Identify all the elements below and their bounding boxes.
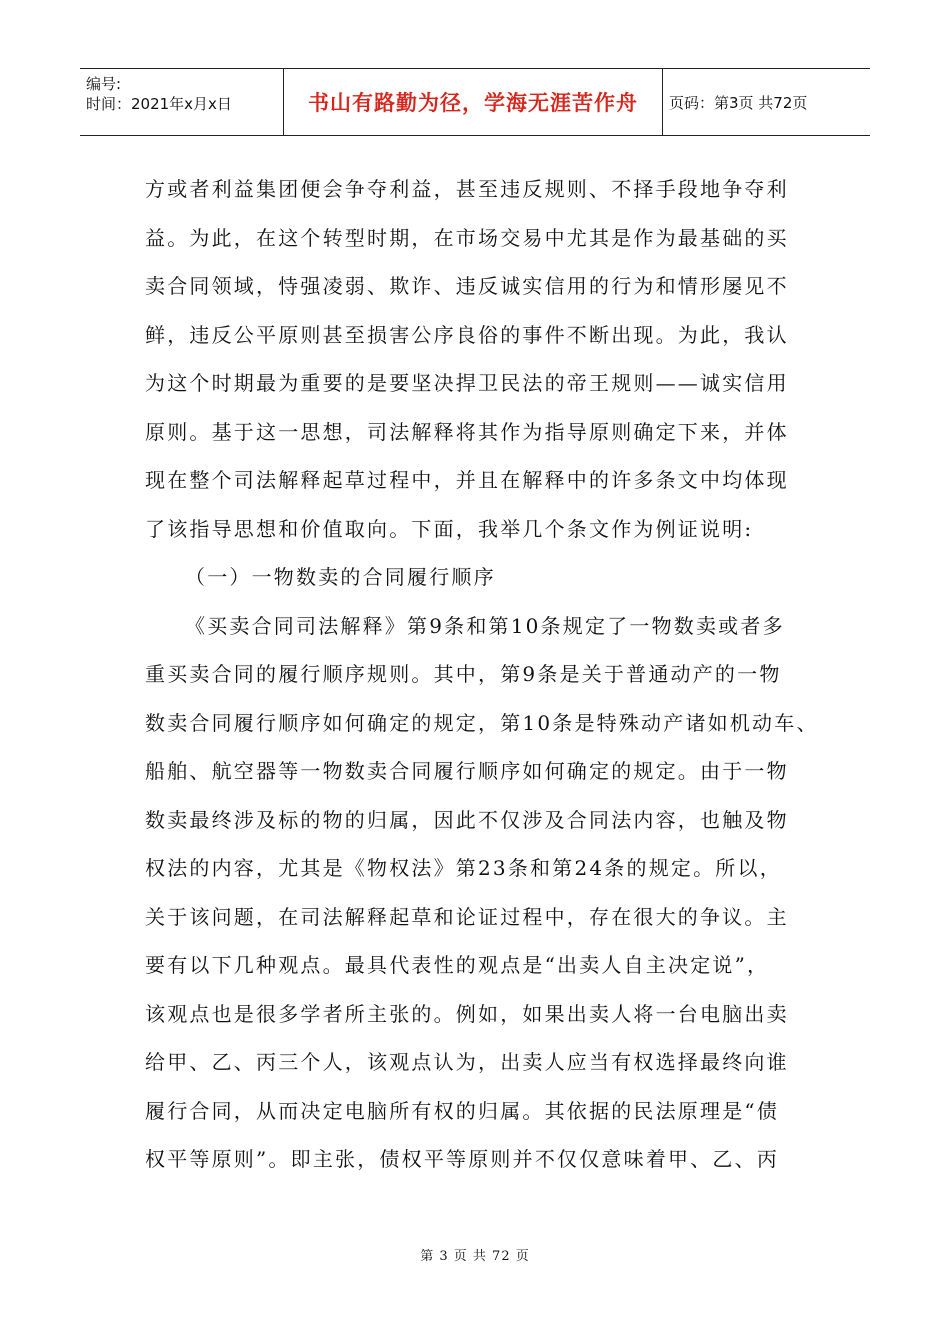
header-slogan-cell bbox=[283, 69, 663, 135]
header-page-code: 页码：第3页 共72页 bbox=[669, 93, 808, 112]
body-line: 关于该问题，在司法解释起草和论证过程中，存在很大的争议。主 bbox=[145, 904, 789, 929]
body-line: 原则。基于这一思想，司法解释将其作为指导原则确定下来，并体 bbox=[145, 419, 789, 444]
header-page-code-cell bbox=[663, 69, 876, 135]
body-line: 权平等原则”。即主张，债权平等原则并不仅仅意味着甲、乙、丙 bbox=[145, 1147, 780, 1171]
body-text bbox=[145, 165, 825, 1184]
body-line: 卖合同领域，恃强凌弱、欺诈、违反诚实信用的行为和情形屡见不 bbox=[145, 274, 789, 298]
body-line: 船舶、航空器等一物数卖合同履行顺序如何确定的规定。由于一物 bbox=[145, 759, 789, 783]
body-line: 数卖最终涉及标的物的归属，因此不仅涉及合同法内容，也触及物 bbox=[145, 807, 789, 832]
page-header bbox=[80, 68, 870, 136]
header-meta bbox=[80, 69, 283, 135]
document-number-label: 编号: bbox=[86, 75, 122, 93]
page-footer: 第 3 页 共 72 页 bbox=[420, 1249, 530, 1264]
body-line: 《买卖合同司法解释》第9条和第10条规定了一物数卖或者多 bbox=[185, 613, 785, 638]
body-line: 了该指导思想和价值取向。下面，我举几个条文作为例证说明: bbox=[145, 516, 754, 541]
body-line: 益。为此，在这个转型时期，在市场交易中尤其是作为最基础的买 bbox=[145, 225, 789, 250]
body-line: 要有以下几种观点。最具代表性的观点是“出卖人自主决定说”， bbox=[145, 953, 770, 977]
body-line: 鲜，违反公平原则甚至损害公序良俗的事件不断出现。为此，我认 bbox=[145, 322, 789, 347]
body-line: 现在整个司法解释起草过程中，并且在解释中的许多条文中均体现 bbox=[145, 468, 789, 492]
body-line: 履行合同，从而决定电脑所有权的归属。其依据的民法原理是“债 bbox=[145, 1098, 780, 1123]
body-line: 数卖合同履行顺序如何确定的规定，第10条是特殊动产诸如机动车、 bbox=[145, 710, 819, 735]
body-line: 为这个时期最为重要的是要坚决捍卫民法的帝王规则——诚实信用 bbox=[145, 371, 789, 395]
body-line: 该观点也是很多学者所主张的。例如，如果出卖人将一台电脑出卖 bbox=[145, 1001, 789, 1026]
document-date: 时间：2021年x月x日 bbox=[86, 95, 232, 113]
body-line: 方或者利益集团便会争夺利益，甚至违反规则、不择手段地争夺利 bbox=[145, 177, 789, 201]
section-heading: （一）一物数卖的合同履行顺序 bbox=[185, 565, 496, 589]
body-line: 给甲、乙、丙三个人，该观点认为，出卖人应当有权选择最终向谁 bbox=[145, 1050, 789, 1074]
header-slogan: 书山有路勤为径，学海无涯苦作舟 bbox=[308, 91, 638, 115]
body-line: 权法的内容，尤其是《物权法》第23条和第24条的规定。所以， bbox=[145, 856, 782, 880]
body-line: 重买卖合同的履行顺序规则。其中，第9条是关于普通动产的一物 bbox=[145, 662, 782, 686]
